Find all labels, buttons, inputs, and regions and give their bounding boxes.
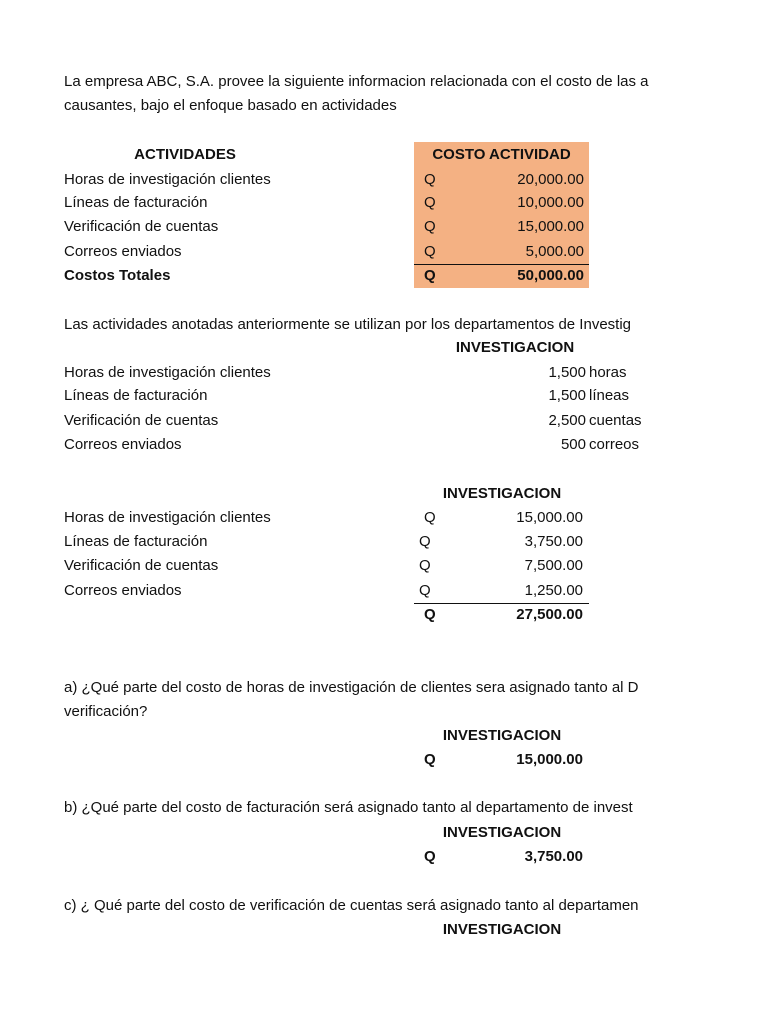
t1-row-4-label: Correos enviados (64, 243, 182, 260)
question-b-line-1: b) ¿Qué parte del costo de facturación será asignado tanto al departamento de invest (64, 799, 633, 816)
intro-line-2: causantes, bajo el enfoque basado en actividades (64, 97, 397, 114)
t3-header: INVESTIGACION (442, 485, 562, 502)
intro-line-1: La empresa ABC, S.A. provee la siguiente informacion relacionada con el costo de las a (64, 73, 649, 90)
t3-row-4-currency: Q (419, 582, 431, 599)
t3-row-1-value: 15,000.00 (516, 509, 583, 526)
question-a-line-1: a) ¿Qué parte del costo de horas de investigación de clientes sera asignado tanto al D (64, 679, 639, 696)
t3-row-2-currency: Q (419, 533, 431, 550)
s2-row-3-unit: cuentas (589, 412, 642, 429)
question-a-currency: Q (424, 751, 436, 768)
question-a-header: INVESTIGACION (442, 727, 562, 744)
t1-total-label: Costos Totales (64, 267, 171, 284)
section2-header: INVESTIGACION (455, 339, 575, 356)
t1-row-1-label: Horas de investigación clientes (64, 171, 271, 188)
t1-row-4-value: 5,000.00 (525, 243, 584, 260)
t1-row-1-value: 20,000.00 (517, 171, 584, 188)
t3-row-4-label: Correos enviados (64, 582, 182, 599)
s2-row-4-qty: 500 (560, 436, 586, 453)
t1-row-2-value: 10,000.00 (517, 194, 584, 211)
t1-row-3-currency: Q (424, 218, 436, 235)
question-c-header: INVESTIGACION (442, 921, 562, 938)
question-c-line-1: c) ¿ Qué parte del costo de verificación de cuentas será asignado tanto al departamen (64, 897, 639, 914)
s2-row-2-unit: líneas (589, 387, 630, 404)
question-a-line-2: verificación? (64, 703, 148, 720)
s2-row-1-qty: 1,500 (548, 364, 586, 381)
t1-row-1-currency: Q (424, 171, 436, 188)
t3-row-2-label: Líneas de facturación (64, 533, 208, 550)
t1-total-value: 50,000.00 (517, 267, 584, 284)
question-b-value: 3,750.00 (524, 848, 583, 865)
s2-row-2-qty: 1,500 (548, 387, 586, 404)
t3-row-3-value: 7,500.00 (524, 557, 583, 574)
t3-row-1-label: Horas de investigación clientes (64, 509, 271, 526)
s2-row-4-unit: correos (589, 436, 640, 453)
t1-total-currency: Q (424, 267, 436, 284)
question-a-value: 15,000.00 (516, 751, 583, 768)
t3-row-2-value: 3,750.00 (524, 533, 583, 550)
s2-row-3-qty: 2,500 (548, 412, 586, 429)
t3-total-currency: Q (424, 606, 436, 623)
t1-row-2-currency: Q (424, 194, 436, 211)
t3-total-value: 27,500.00 (516, 606, 583, 623)
s2-row-2-label: Líneas de facturación (64, 387, 208, 404)
question-b-header: INVESTIGACION (442, 824, 562, 841)
s2-row-4-label: Correos enviados (64, 436, 182, 453)
t3-row-1-currency: Q (424, 509, 436, 526)
question-b-currency: Q (424, 848, 436, 865)
t1-row-3-label: Verificación de cuentas (64, 218, 219, 235)
t3-row-3-label: Verificación de cuentas (64, 557, 219, 574)
s2-row-1-label: Horas de investigación clientes (64, 364, 271, 381)
t1-row-4-currency: Q (424, 243, 436, 260)
t3-row-3-currency: Q (419, 557, 431, 574)
activities-header: ACTIVIDADES (134, 146, 236, 163)
cost-activity-header: COSTO ACTIVIDAD (432, 146, 571, 163)
t3-row-4-value: 1,250.00 (524, 582, 583, 599)
t1-row-2-label: Líneas de facturación (64, 194, 208, 211)
t1-row-3-value: 15,000.00 (517, 218, 584, 235)
s2-row-3-label: Verificación de cuentas (64, 412, 219, 429)
section2-text: Las actividades anotadas anteriormente se utilizan por los departamentos de Investig (64, 316, 632, 333)
s2-row-1-unit: horas (589, 364, 627, 381)
